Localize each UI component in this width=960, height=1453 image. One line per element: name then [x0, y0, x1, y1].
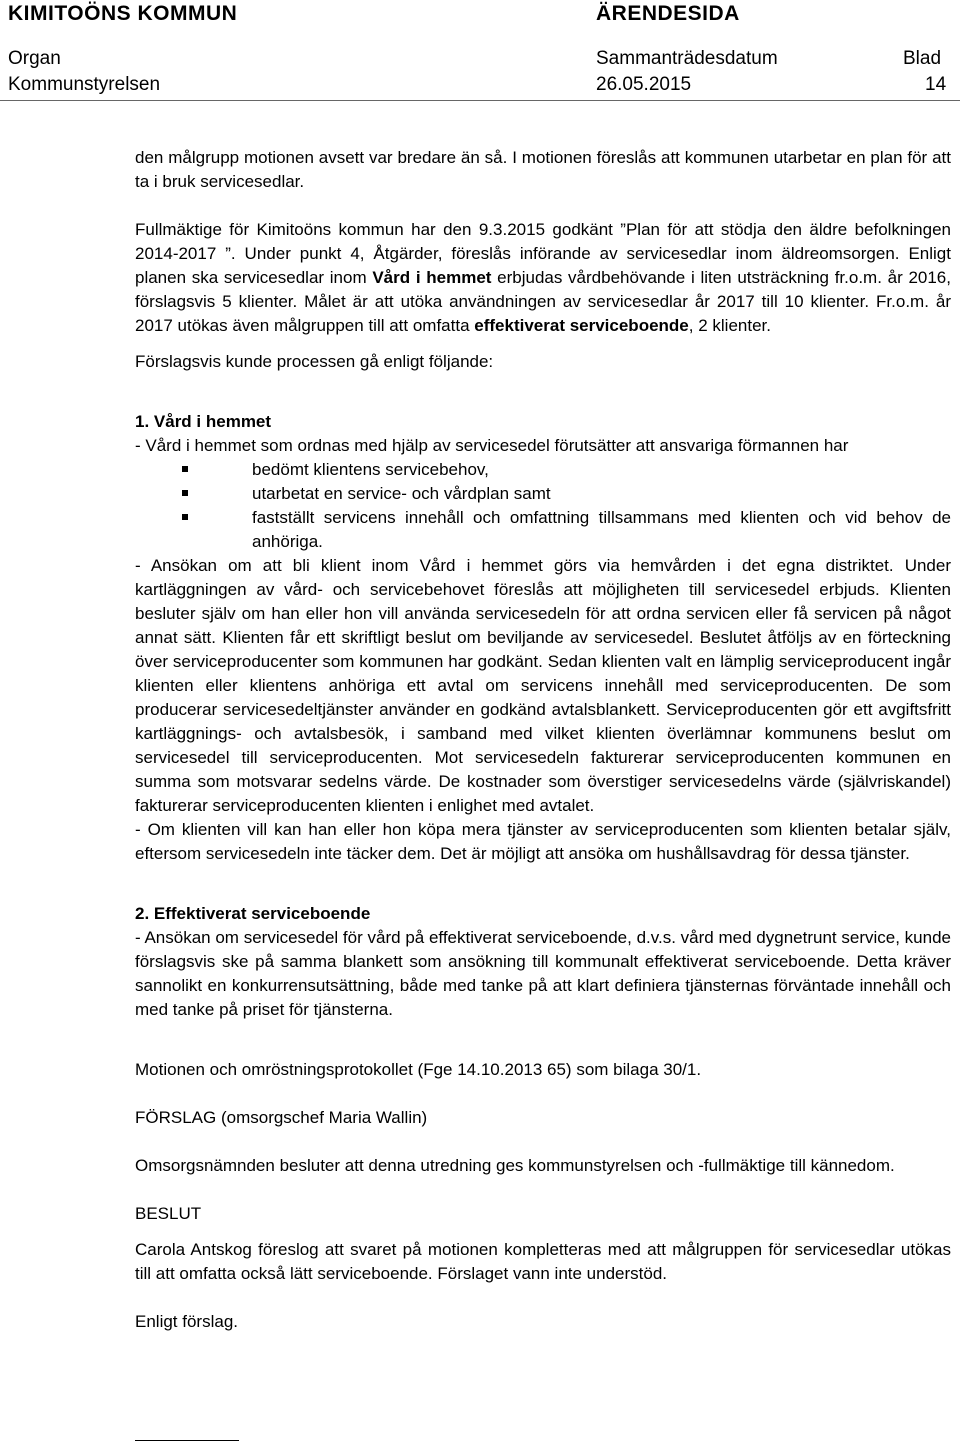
section2-paragraph-1: - Ansökan om servicesedel för vård på effektiverat serviceboende, d.v.s. vård med dygnetrunt service, kunde förslagsvis ske på samma blankett som ansökning till kommunalt effektiverat serviceboende. Detta kräver sannolikt en konkurrensutsättning, både med tanke på att klart definiera tjänsternas förväntade innehåll och med tanke på priset för tjänsterna.: [135, 928, 951, 1019]
section-heading-2: 2. Effektiverat serviceboende: [135, 904, 371, 923]
list-item: bedömt klientens servicebehov,: [135, 458, 951, 482]
organ-value: Kommunstyrelsen: [8, 74, 161, 95]
org-name: KIMITOÖNS KOMMUN: [8, 2, 238, 25]
closing-text: Enligt förslag.: [135, 1312, 238, 1331]
section-heading-1: 1. Vård i hemmet: [135, 412, 272, 431]
list-item: fastställt servicens innehåll och omfattning tillsammans med klienten och vid behov de anhöriga.: [135, 506, 951, 554]
signature-line: [135, 1440, 239, 1441]
list-item: utarbetat en service- och vårdplan samt: [135, 482, 951, 506]
date-value: 26.05.2015: [596, 74, 692, 95]
proposal-label: FÖRSLAG (omsorgschef Maria Wallin): [135, 1108, 428, 1127]
decision-text: Carola Antskog föreslog att svaret på motionen kompletteras med att målgruppen för servicesedlar utökas till att omfatta också lätt serviceboende. Förslaget vann inte understöd.: [135, 1240, 951, 1283]
attachment-note: Motionen och omröstningsprotokollet (Fge 14.10.2013 65) som bilaga 30/1.: [135, 1060, 702, 1079]
proposal-text: Omsorgsnämnden besluter att denna utredning ges kommunstyrelsen och -fullmäktige till kännedom.: [135, 1156, 895, 1175]
bullet-square-icon: [182, 490, 188, 496]
section1-paragraph-2: - Ansökan om att bli klient inom Vård i hemmet görs via hemvården i det egna distriktet. Under kartläggningen av vård- och servicebehovet föreslås att möjligheten till servicesedel erbjuds. Klienten besluter själv om han eller hon vill använda servicesedeln för att ordna servicen eller få servicen på något annat sätt. Klienten får ett skriftligt beslut om beviljande av servicesedel. Beslutet åtföljs av en förteckning över serviceproducenter som kommunen har godkänt. Sedan klienten valt en lämplig serviceproducent ingår klienten eller klientens anhöriga ett avtal om servicens innehåll med serviceproducenten. De som producerar servicesedeltjänster använder en godkänd avtalsblankett. Serviceproducenten gör ett avgiftsfritt kartläggnings- och avtalsbesök, i samband med vilket klienten överlämnar kommunens beslut om servicesedel till serviceproducenten. Mot servicesedeln fakturerar serviceproducenten kommunen en summa som motsvarar sedelns värde. De kostnader som överstiger servicesedelns värde (självriskandel) fakturerar serviceproducenten klienten i enlighet med avtalet.: [135, 556, 951, 815]
paragraph-plan: Fullmäktige för Kimitoöns kommun har den 9.3.2015 godkänt ”Plan för att stödja den äldre befolkningen 2014-2017 ”. Under punkt 4, Åtgärder, föreslås införande av servicesedlar inom äldreomsorgen. Enligt planen ska servicesedlar inom Vård i hemmet erbjudas vårdbehövande i liten utsträckning fr.o.m. år 2016, förslagsvis 5 klienter. Målet är att utöka användningen av servicesedlar år 2017 till 10 klienter. Fr.o.m. år 2017 utökas även målgruppen till att omfatta effektiverat serviceboende, 2 klienter.: [135, 220, 951, 335]
paragraph-intro: den målgrupp motionen avsett var bredare än så. I motionen föreslås att kommunen utarbetar en plan för att ta i bruk servicesedlar.: [135, 148, 951, 191]
emphasis-vard-i-hemmet: Vård i hemmet: [372, 268, 492, 287]
page-number: 14: [925, 74, 947, 95]
page-label: Blad: [903, 48, 942, 69]
date-label: Sammanträdesdatum: [596, 48, 778, 69]
paragraph-process-intro: Förslagsvis kunde processen gå enligt följande:: [135, 352, 494, 371]
header-divider: [0, 100, 960, 101]
bullet-square-icon: [182, 514, 188, 520]
decision-label: BESLUT: [135, 1204, 202, 1223]
emphasis-effektiverat: effektiverat serviceboende: [474, 316, 689, 335]
section1-intro: - Vård i hemmet som ordnas med hjälp av servicesedel förutsätter att ansvariga förmannen har: [135, 436, 849, 455]
bullet-square-icon: [182, 466, 188, 472]
section1-paragraph-3: - Om klienten vill kan han eller hon köpa mera tjänster av serviceproducenten som klienten betalar själv, eftersom servicesedeln inte täcker dem. Det är möjligt att ansöka om hushållsavdrag för dessa tjänster.: [135, 820, 951, 863]
organ-label: Organ: [8, 48, 61, 69]
document-body: [135, 146, 951, 1334]
doc-title: ÄRENDESIDA: [596, 2, 740, 25]
